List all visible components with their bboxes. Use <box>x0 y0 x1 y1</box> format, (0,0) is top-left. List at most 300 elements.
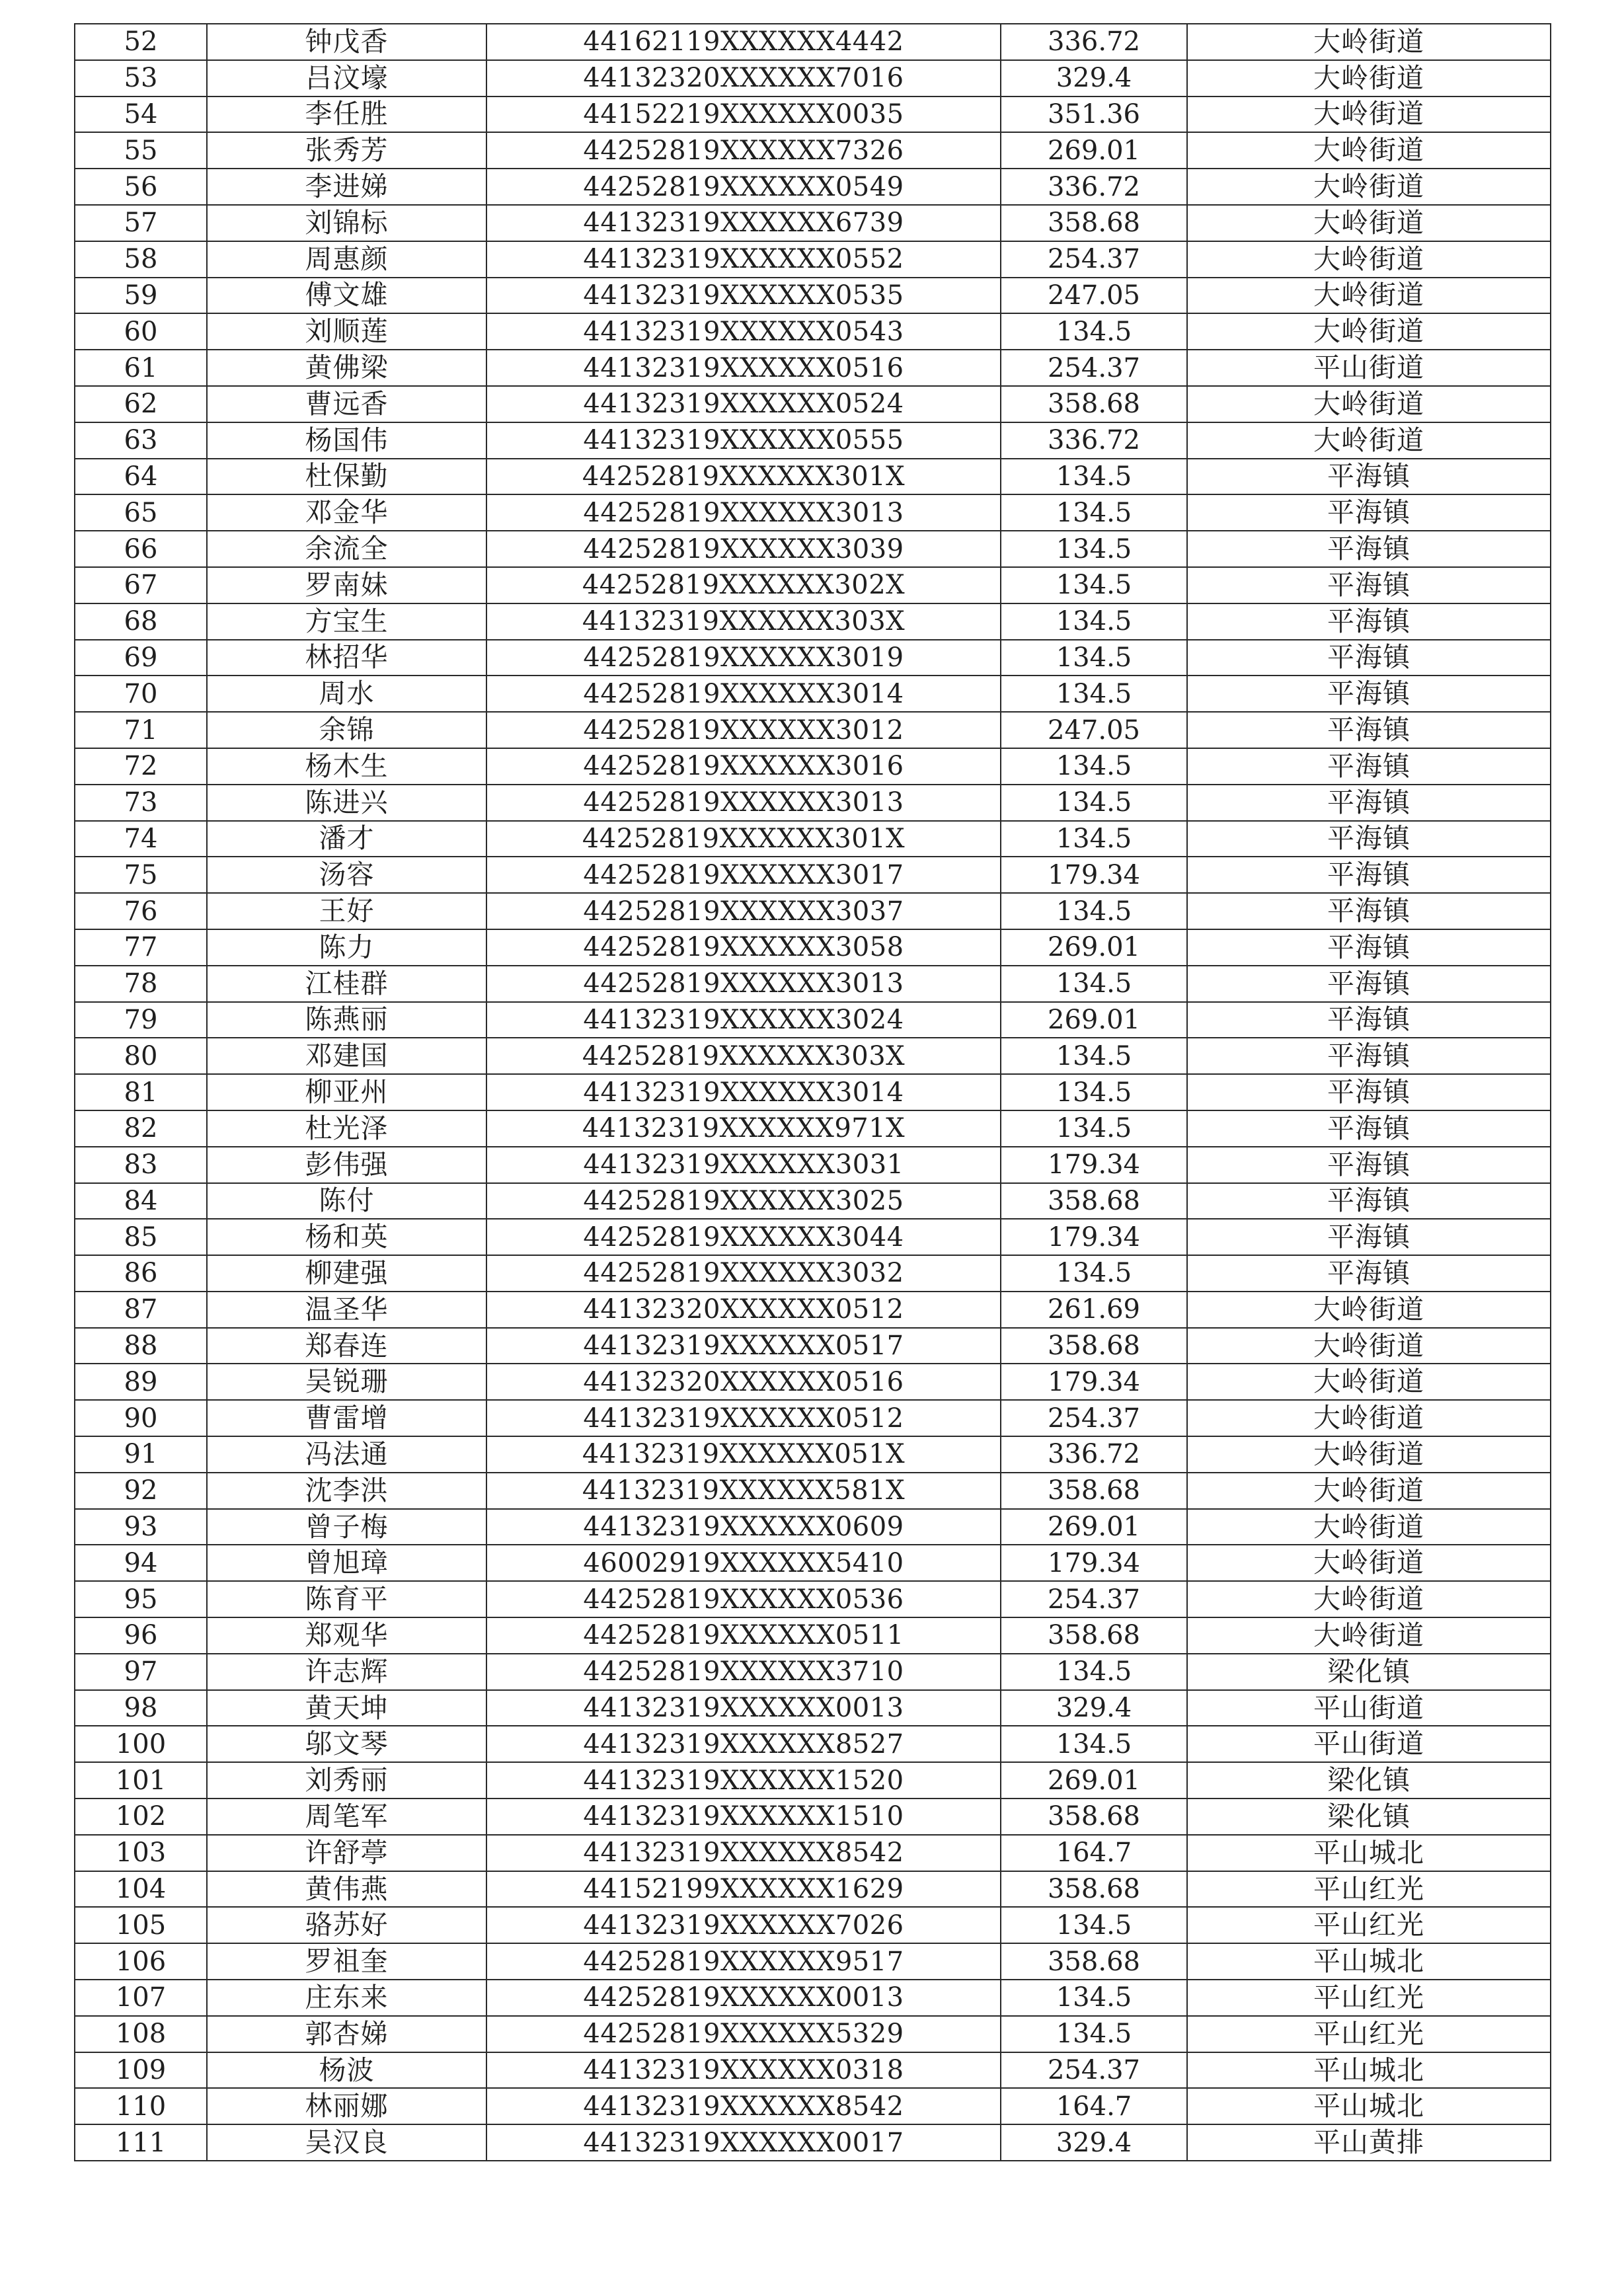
table-row <box>75 1762 1551 1799</box>
id-number-cell: 44252819XXXXXX0511 <box>486 1617 1001 1654</box>
row-number-cell: 82 <box>75 1110 207 1147</box>
name-cell: 罗祖奎 <box>207 1943 486 1980</box>
id-number-cell: 44252819XXXXXX3013 <box>486 494 1001 531</box>
name-cell: 柳建强 <box>207 1255 486 1292</box>
row-number-cell: 104 <box>75 1871 207 1908</box>
table-row <box>75 1436 1551 1473</box>
name-cell: 许舒葶 <box>207 1835 486 1871</box>
name-cell: 刘锦标 <box>207 205 486 241</box>
row-number-cell: 80 <box>75 1038 207 1074</box>
row-number-cell: 92 <box>75 1473 207 1509</box>
amount-cell: 134.5 <box>1001 1038 1187 1074</box>
table-row <box>75 1509 1551 1545</box>
amount-cell: 247.05 <box>1001 712 1187 748</box>
row-number-cell: 84 <box>75 1183 207 1219</box>
amount-cell: 358.68 <box>1001 1328 1187 1364</box>
area-cell: 平海镇 <box>1187 531 1551 567</box>
area-cell: 平海镇 <box>1187 1002 1551 1038</box>
amount-cell: 134.5 <box>1001 1110 1187 1147</box>
area-cell: 大岭街道 <box>1187 205 1551 241</box>
amount-cell: 134.5 <box>1001 1654 1187 1690</box>
row-number-cell: 94 <box>75 1545 207 1581</box>
row-number-cell: 75 <box>75 857 207 893</box>
amount-cell: 134.5 <box>1001 313 1187 350</box>
area-cell: 大岭街道 <box>1187 1328 1551 1364</box>
area-cell: 平海镇 <box>1187 966 1551 1002</box>
table-row <box>75 422 1551 459</box>
row-number-cell: 63 <box>75 422 207 459</box>
row-number-cell: 103 <box>75 1835 207 1871</box>
id-number-cell: 44132319XXXXXX0555 <box>486 422 1001 459</box>
table-row <box>75 821 1551 857</box>
amount-cell: 358.68 <box>1001 1183 1187 1219</box>
table-row <box>75 531 1551 567</box>
area-cell: 大岭街道 <box>1187 422 1551 459</box>
row-number-cell: 60 <box>75 313 207 350</box>
roster-table <box>74 23 1551 2161</box>
table-row <box>75 1147 1551 1183</box>
table-row <box>75 350 1551 386</box>
name-cell: 曹雷增 <box>207 1400 486 1436</box>
name-cell: 刘秀丽 <box>207 1762 486 1799</box>
row-number-cell: 102 <box>75 1799 207 1835</box>
name-cell: 张秀芳 <box>207 132 486 169</box>
name-cell: 陈进兴 <box>207 785 486 821</box>
id-number-cell: 44132319XXXXXX0609 <box>486 1509 1001 1545</box>
id-number-cell: 44252819XXXXXX303X <box>486 1038 1001 1074</box>
name-cell: 杜保勤 <box>207 459 486 495</box>
row-number-cell: 77 <box>75 929 207 966</box>
name-cell: 黄天坤 <box>207 1690 486 1726</box>
amount-cell: 134.5 <box>1001 494 1187 531</box>
id-number-cell: 44152219XXXXXX0035 <box>486 97 1001 133</box>
name-cell: 周惠颜 <box>207 241 486 278</box>
table-row <box>75 712 1551 748</box>
area-cell: 大岭街道 <box>1187 132 1551 169</box>
table-row <box>75 1980 1551 2016</box>
table-row <box>75 132 1551 169</box>
amount-cell: 134.5 <box>1001 785 1187 821</box>
area-cell: 大岭街道 <box>1187 169 1551 205</box>
amount-cell: 134.5 <box>1001 567 1187 603</box>
area-cell: 梁化镇 <box>1187 1799 1551 1835</box>
row-number-cell: 89 <box>75 1364 207 1400</box>
area-cell: 平海镇 <box>1187 893 1551 929</box>
amount-cell: 134.5 <box>1001 2016 1187 2052</box>
name-cell: 王好 <box>207 893 486 929</box>
area-cell: 平海镇 <box>1187 567 1551 603</box>
table-row <box>75 60 1551 97</box>
amount-cell: 179.34 <box>1001 1545 1187 1581</box>
name-cell: 骆苏好 <box>207 1907 486 1943</box>
area-cell: 平海镇 <box>1187 676 1551 712</box>
row-number-cell: 61 <box>75 350 207 386</box>
table-row <box>75 1943 1551 1980</box>
row-number-cell: 66 <box>75 531 207 567</box>
id-number-cell: 44132319XXXXXX0013 <box>486 1690 1001 1726</box>
id-number-cell: 44252819XXXXXX3016 <box>486 748 1001 785</box>
row-number-cell: 69 <box>75 640 207 676</box>
row-number-cell: 54 <box>75 97 207 133</box>
amount-cell: 179.34 <box>1001 1219 1187 1255</box>
name-cell: 江桂群 <box>207 966 486 1002</box>
roster-table-body <box>75 24 1551 2161</box>
amount-cell: 134.5 <box>1001 1074 1187 1110</box>
id-number-cell: 44132319XXXXXX1520 <box>486 1762 1001 1799</box>
table-row <box>75 205 1551 241</box>
amount-cell: 254.37 <box>1001 1581 1187 1617</box>
amount-cell: 358.68 <box>1001 1943 1187 1980</box>
amount-cell: 269.01 <box>1001 1762 1187 1799</box>
area-cell: 大岭街道 <box>1187 1364 1551 1400</box>
name-cell: 林丽娜 <box>207 2088 486 2124</box>
id-number-cell: 44132319XXXXXX0552 <box>486 241 1001 278</box>
amount-cell: 358.68 <box>1001 1799 1187 1835</box>
id-number-cell: 44252819XXXXXX301X <box>486 459 1001 495</box>
row-number-cell: 62 <box>75 386 207 422</box>
id-number-cell: 44152199XXXXXX1629 <box>486 1871 1001 1908</box>
row-number-cell: 81 <box>75 1074 207 1110</box>
id-number-cell: 44252819XXXXXX3017 <box>486 857 1001 893</box>
table-row <box>75 459 1551 495</box>
amount-cell: 329.4 <box>1001 2124 1187 2161</box>
table-row <box>75 966 1551 1002</box>
row-number-cell: 64 <box>75 459 207 495</box>
area-cell: 大岭街道 <box>1187 60 1551 97</box>
amount-cell: 336.72 <box>1001 169 1187 205</box>
name-cell: 曾旭璋 <box>207 1545 486 1581</box>
table-row <box>75 278 1551 314</box>
row-number-cell: 70 <box>75 676 207 712</box>
table-row <box>75 676 1551 712</box>
row-number-cell: 105 <box>75 1907 207 1943</box>
table-row <box>75 1871 1551 1908</box>
amount-cell: 329.4 <box>1001 60 1187 97</box>
row-number-cell: 65 <box>75 494 207 531</box>
name-cell: 邬文琴 <box>207 1726 486 1762</box>
table-row <box>75 1110 1551 1147</box>
table-row <box>75 241 1551 278</box>
area-cell: 平山城北 <box>1187 1943 1551 1980</box>
amount-cell: 358.68 <box>1001 1871 1187 1908</box>
row-number-cell: 107 <box>75 1980 207 2016</box>
area-cell: 大岭街道 <box>1187 241 1551 278</box>
row-number-cell: 91 <box>75 1436 207 1473</box>
area-cell: 平海镇 <box>1187 857 1551 893</box>
amount-cell: 269.01 <box>1001 929 1187 966</box>
amount-cell: 134.5 <box>1001 640 1187 676</box>
area-cell: 平山城北 <box>1187 2052 1551 2089</box>
name-cell: 曾子梅 <box>207 1509 486 1545</box>
table-row <box>75 1581 1551 1617</box>
table-row <box>75 567 1551 603</box>
row-number-cell: 68 <box>75 603 207 640</box>
name-cell: 陈燕丽 <box>207 1002 486 1038</box>
table-row <box>75 603 1551 640</box>
name-cell: 邓建国 <box>207 1038 486 1074</box>
id-number-cell: 44252819XXXXXX301X <box>486 821 1001 857</box>
name-cell: 钟戊香 <box>207 24 486 60</box>
area-cell: 平海镇 <box>1187 1255 1551 1292</box>
name-cell: 林招华 <box>207 640 486 676</box>
row-number-cell: 57 <box>75 205 207 241</box>
id-number-cell: 44132319XXXXXX0318 <box>486 2052 1001 2089</box>
id-number-cell: 44252819XXXXXX5329 <box>486 2016 1001 2052</box>
amount-cell: 254.37 <box>1001 1400 1187 1436</box>
area-cell: 大岭街道 <box>1187 1581 1551 1617</box>
row-number-cell: 96 <box>75 1617 207 1654</box>
table-row <box>75 169 1551 205</box>
table-row <box>75 857 1551 893</box>
area-cell: 平海镇 <box>1187 494 1551 531</box>
area-cell: 大岭街道 <box>1187 1545 1551 1581</box>
name-cell: 邓金华 <box>207 494 486 531</box>
table-row <box>75 785 1551 821</box>
id-number-cell: 44132319XXXXXX3014 <box>486 1074 1001 1110</box>
id-number-cell: 44132319XXXXXX0017 <box>486 2124 1001 2161</box>
row-number-cell: 85 <box>75 1219 207 1255</box>
amount-cell: 134.5 <box>1001 1980 1187 2016</box>
amount-cell: 351.36 <box>1001 97 1187 133</box>
id-number-cell: 44132319XXXXXX581X <box>486 1473 1001 1509</box>
name-cell: 罗南妹 <box>207 567 486 603</box>
table-row <box>75 1907 1551 1943</box>
id-number-cell: 46002919XXXXXX5410 <box>486 1545 1001 1581</box>
id-number-cell: 44132319XXXXXX8542 <box>486 1835 1001 1871</box>
amount-cell: 134.5 <box>1001 748 1187 785</box>
table-row <box>75 1400 1551 1436</box>
id-number-cell: 44132319XXXXXX971X <box>486 1110 1001 1147</box>
name-cell: 吕汶壕 <box>207 60 486 97</box>
id-number-cell: 44252819XXXXXX3012 <box>486 712 1001 748</box>
area-cell: 平山红光 <box>1187 1871 1551 1908</box>
amount-cell: 269.01 <box>1001 1509 1187 1545</box>
area-cell: 平海镇 <box>1187 603 1551 640</box>
amount-cell: 179.34 <box>1001 1364 1187 1400</box>
amount-cell: 134.5 <box>1001 821 1187 857</box>
area-cell: 大岭街道 <box>1187 1473 1551 1509</box>
row-number-cell: 93 <box>75 1509 207 1545</box>
table-row <box>75 1255 1551 1292</box>
area-cell: 平山街道 <box>1187 350 1551 386</box>
amount-cell: 254.37 <box>1001 2052 1187 2089</box>
row-number-cell: 55 <box>75 132 207 169</box>
row-number-cell: 101 <box>75 1762 207 1799</box>
row-number-cell: 110 <box>75 2088 207 2124</box>
id-number-cell: 44132319XXXXXX0543 <box>486 313 1001 350</box>
table-row <box>75 386 1551 422</box>
name-cell: 陈力 <box>207 929 486 966</box>
id-number-cell: 44132319XXXXXX0535 <box>486 278 1001 314</box>
id-number-cell: 44252819XXXXXX3019 <box>486 640 1001 676</box>
area-cell: 平山红光 <box>1187 2016 1551 2052</box>
amount-cell: 134.5 <box>1001 531 1187 567</box>
table-row <box>75 2016 1551 2052</box>
id-number-cell: 44132319XXXXXX3031 <box>486 1147 1001 1183</box>
table-row <box>75 1328 1551 1364</box>
area-cell: 平山城北 <box>1187 2088 1551 2124</box>
name-cell: 许志辉 <box>207 1654 486 1690</box>
row-number-cell: 52 <box>75 24 207 60</box>
row-number-cell: 90 <box>75 1400 207 1436</box>
table-row <box>75 1183 1551 1219</box>
amount-cell: 254.37 <box>1001 241 1187 278</box>
name-cell: 周水 <box>207 676 486 712</box>
id-number-cell: 44132319XXXXXX051X <box>486 1436 1001 1473</box>
row-number-cell: 88 <box>75 1328 207 1364</box>
table-row <box>75 2088 1551 2124</box>
name-cell: 余流全 <box>207 531 486 567</box>
area-cell: 平山城北 <box>1187 1835 1551 1871</box>
id-number-cell: 44132319XXXXXX3024 <box>486 1002 1001 1038</box>
id-number-cell: 44132319XXXXXX303X <box>486 603 1001 640</box>
name-cell: 李进娣 <box>207 169 486 205</box>
id-number-cell: 44252819XXXXXX0013 <box>486 1980 1001 2016</box>
amount-cell: 134.5 <box>1001 966 1187 1002</box>
area-cell: 大岭街道 <box>1187 1400 1551 1436</box>
amount-cell: 179.34 <box>1001 857 1187 893</box>
table-row <box>75 1617 1551 1654</box>
amount-cell: 164.7 <box>1001 2088 1187 2124</box>
amount-cell: 336.72 <box>1001 24 1187 60</box>
area-cell: 平海镇 <box>1187 1038 1551 1074</box>
table-row <box>75 1074 1551 1110</box>
amount-cell: 134.5 <box>1001 676 1187 712</box>
table-row <box>75 24 1551 60</box>
name-cell: 郑春连 <box>207 1328 486 1364</box>
table-row <box>75 1002 1551 1038</box>
amount-cell: 134.5 <box>1001 1255 1187 1292</box>
id-number-cell: 44132319XXXXXX0516 <box>486 350 1001 386</box>
id-number-cell: 44252819XXXXXX3025 <box>486 1183 1001 1219</box>
area-cell: 平海镇 <box>1187 785 1551 821</box>
id-number-cell: 44252819XXXXXX3039 <box>486 531 1001 567</box>
id-number-cell: 44252819XXXXXX3058 <box>486 929 1001 966</box>
table-row <box>75 494 1551 531</box>
area-cell: 平海镇 <box>1187 1219 1551 1255</box>
id-number-cell: 44132319XXXXXX8527 <box>486 1726 1001 1762</box>
table-row <box>75 929 1551 966</box>
area-cell: 平海镇 <box>1187 1074 1551 1110</box>
name-cell: 温圣华 <box>207 1292 486 1328</box>
name-cell: 冯法通 <box>207 1436 486 1473</box>
id-number-cell: 44252819XXXXXX9517 <box>486 1943 1001 1980</box>
id-number-cell: 44132319XXXXXX8542 <box>486 2088 1001 2124</box>
id-number-cell: 44132320XXXXXX7016 <box>486 60 1001 97</box>
id-number-cell: 44252819XXXXXX3013 <box>486 785 1001 821</box>
name-cell: 汤容 <box>207 857 486 893</box>
row-number-cell: 72 <box>75 748 207 785</box>
area-cell: 大岭街道 <box>1187 1436 1551 1473</box>
area-cell: 大岭街道 <box>1187 1617 1551 1654</box>
area-cell: 梁化镇 <box>1187 1654 1551 1690</box>
amount-cell: 134.5 <box>1001 893 1187 929</box>
row-number-cell: 95 <box>75 1581 207 1617</box>
table-row <box>75 640 1551 676</box>
row-number-cell: 100 <box>75 1726 207 1762</box>
amount-cell: 247.05 <box>1001 278 1187 314</box>
area-cell: 平山街道 <box>1187 1690 1551 1726</box>
area-cell: 平海镇 <box>1187 640 1551 676</box>
name-cell: 吴汉良 <box>207 2124 486 2161</box>
id-number-cell: 44132320XXXXXX0512 <box>486 1292 1001 1328</box>
name-cell: 黄伟燕 <box>207 1871 486 1908</box>
id-number-cell: 44132319XXXXXX0512 <box>486 1400 1001 1436</box>
row-number-cell: 67 <box>75 567 207 603</box>
table-row <box>75 2052 1551 2089</box>
name-cell: 李任胜 <box>207 97 486 133</box>
name-cell: 周笔军 <box>207 1799 486 1835</box>
table-row <box>75 1545 1551 1581</box>
row-number-cell: 111 <box>75 2124 207 2161</box>
row-number-cell: 58 <box>75 241 207 278</box>
area-cell: 大岭街道 <box>1187 1292 1551 1328</box>
row-number-cell: 73 <box>75 785 207 821</box>
area-cell: 大岭街道 <box>1187 97 1551 133</box>
name-cell: 黄佛梁 <box>207 350 486 386</box>
name-cell: 陈付 <box>207 1183 486 1219</box>
amount-cell: 358.68 <box>1001 1617 1187 1654</box>
area-cell: 平海镇 <box>1187 1110 1551 1147</box>
id-number-cell: 44132319XXXXXX6739 <box>486 205 1001 241</box>
name-cell: 杨和英 <box>207 1219 486 1255</box>
area-cell: 平山街道 <box>1187 1726 1551 1762</box>
table-row <box>75 1690 1551 1726</box>
name-cell: 彭伟强 <box>207 1147 486 1183</box>
amount-cell: 358.68 <box>1001 386 1187 422</box>
amount-cell: 329.4 <box>1001 1690 1187 1726</box>
row-number-cell: 108 <box>75 2016 207 2052</box>
area-cell: 平海镇 <box>1187 1147 1551 1183</box>
area-cell: 大岭街道 <box>1187 278 1551 314</box>
row-number-cell: 56 <box>75 169 207 205</box>
name-cell: 曹远香 <box>207 386 486 422</box>
area-cell: 平海镇 <box>1187 929 1551 966</box>
name-cell: 郭杏娣 <box>207 2016 486 2052</box>
name-cell: 郑观华 <box>207 1617 486 1654</box>
name-cell: 庄东来 <box>207 1980 486 2016</box>
table-row <box>75 893 1551 929</box>
id-number-cell: 44132319XXXXXX7026 <box>486 1907 1001 1943</box>
amount-cell: 254.37 <box>1001 350 1187 386</box>
area-cell: 大岭街道 <box>1187 386 1551 422</box>
area-cell: 大岭街道 <box>1187 24 1551 60</box>
row-number-cell: 76 <box>75 893 207 929</box>
id-number-cell: 44252819XXXXXX3032 <box>486 1255 1001 1292</box>
table-row <box>75 1473 1551 1509</box>
area-cell: 平山红光 <box>1187 1907 1551 1943</box>
table-row <box>75 1292 1551 1328</box>
id-number-cell: 44252819XXXXXX0549 <box>486 169 1001 205</box>
name-cell: 沈李洪 <box>207 1473 486 1509</box>
id-number-cell: 44252819XXXXXX3037 <box>486 893 1001 929</box>
row-number-cell: 106 <box>75 1943 207 1980</box>
table-row <box>75 97 1551 133</box>
name-cell: 刘顺莲 <box>207 313 486 350</box>
id-number-cell: 44252819XXXXXX3710 <box>486 1654 1001 1690</box>
table-row <box>75 1364 1551 1400</box>
id-number-cell: 44252819XXXXXX302X <box>486 567 1001 603</box>
name-cell: 杨波 <box>207 2052 486 2089</box>
table-row <box>75 1799 1551 1835</box>
area-cell: 平海镇 <box>1187 1183 1551 1219</box>
id-number-cell: 44132319XXXXXX1510 <box>486 1799 1001 1835</box>
name-cell: 傅文雄 <box>207 278 486 314</box>
amount-cell: 164.7 <box>1001 1835 1187 1871</box>
table-row <box>75 748 1551 785</box>
amount-cell: 336.72 <box>1001 1436 1187 1473</box>
row-number-cell: 109 <box>75 2052 207 2089</box>
